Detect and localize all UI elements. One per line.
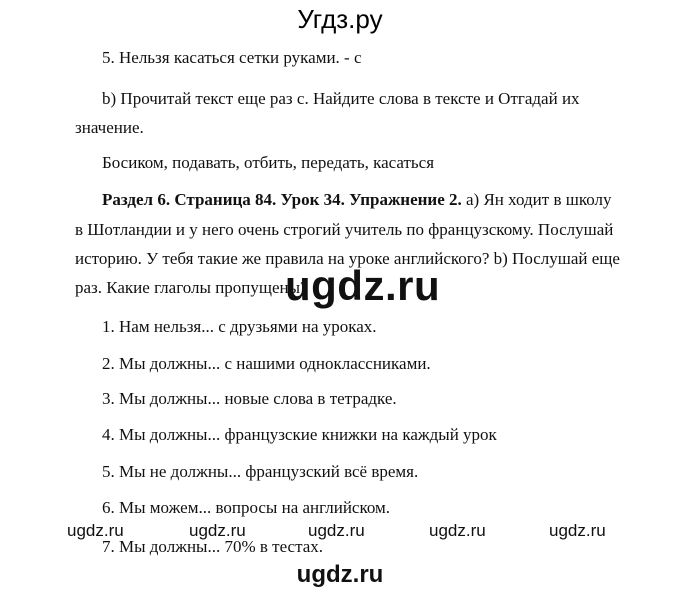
watermark-row-5: ugdz.ru (549, 521, 606, 540)
site-title: Угдз.ру (297, 4, 383, 34)
text-line-1: 5. Нельзя касаться сетки руками. - c (102, 48, 362, 67)
para-line-1: в Шотландии и у него очень строгий учитель по французскому. Послушай (75, 220, 614, 239)
watermark-footer: ugdz.ru (296, 561, 384, 588)
watermark-row-2: ugdz.ru (189, 521, 246, 540)
para-line-2: историю. У тебя такие же правила на уроке английского? b) Послушай еще (75, 249, 620, 268)
word-list: Босиком, подавать, отбить, передать, касаться (102, 153, 435, 172)
list-item-2: 2. Мы должны... с нашими одноклассниками. (102, 354, 431, 373)
watermark-row-3: ugdz.ru (308, 521, 365, 540)
section-heading-rest: а) Ян ходит в школу (461, 190, 612, 209)
list-item-7: 7. Мы должны... 70% в тестах. (102, 537, 324, 556)
watermark-center: ugdz.ru (285, 262, 441, 309)
text-line-2: b) Прочитай текст еще раз c. Найдите слова в тексте и Отгадай их (102, 89, 580, 108)
list-item-3: 3. Мы должны... новые слова в тетрадке. (102, 389, 397, 408)
watermark-row-1: ugdz.ru (67, 521, 124, 540)
section-heading-bold: Раздел 6. Страница 84. Урок 34. Упражнение 2. (102, 190, 462, 209)
section-heading (102, 190, 611, 210)
watermark-row-4: ugdz.ru (429, 521, 486, 540)
list-item-5: 5. Мы не должны... французский всё время. (102, 462, 419, 481)
list-item-6: 6. Мы можем... вопросы на английском. (102, 498, 391, 517)
list-item-1: 1. Нам нельзя... с друзьями на уроках. (102, 317, 377, 336)
para-line-3: раз. Какие глаголы пропущены? (75, 278, 308, 297)
text-line-3: значение. (75, 118, 144, 137)
list-item-4: 4. Мы должны... французские книжки на каждый урок (102, 425, 497, 444)
